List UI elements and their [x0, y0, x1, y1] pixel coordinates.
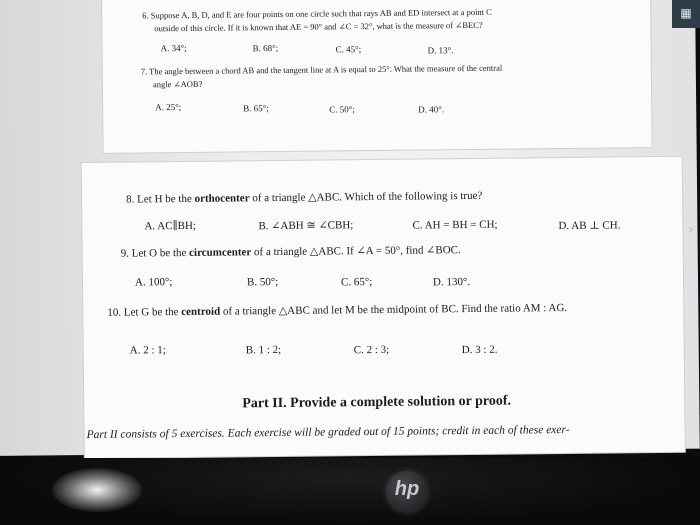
grid-icon: ▦ [672, 0, 700, 28]
q7-line2: angle ∠AOB? [152, 78, 203, 90]
q9-term: circumcenter [189, 246, 252, 259]
q10-text-pre: 10. Let G be the [107, 306, 182, 319]
q10-option-d: D. 3 : 2. [461, 343, 498, 357]
q7-option-a: A. 25°; [155, 102, 182, 113]
q8-option-b: B. ∠ABH ≅ ∠CBH; [258, 219, 354, 233]
q10-question [107, 301, 567, 319]
q9-text-pre: 9. Let O be the [120, 246, 190, 260]
q6-line1: 6. Suppose A, B, D, and E are four points on one circle such that rays AB and ED intersect at a point C [142, 6, 492, 21]
q10-option-b: B. 1 : 2; [245, 343, 282, 357]
q9-option-d: D. 130°. [432, 275, 471, 289]
q7-line1: 7. The angle between a chord AB and the tangent line at A is equal to 25°. What the measure of the central [140, 62, 503, 77]
q8-term: orthocenter [194, 192, 250, 205]
q10-term: centroid [181, 305, 221, 319]
hp-logo [386, 471, 428, 513]
q8-question [126, 189, 482, 206]
hp-logo-text: hp [394, 478, 420, 500]
q8-option-d: D. AB ⊥ CH. [558, 219, 621, 233]
q7-option-b: B. 65°; [243, 103, 269, 114]
exam-page-main [82, 157, 685, 458]
q7-option-d: D. 40°. [418, 104, 445, 115]
q8-text-pre: 8. Let H be the [126, 192, 195, 206]
q8-text-post: of a triangle △ABC. Which of the following is true? [249, 189, 483, 205]
q8-option-a: A. AC∥BH; [144, 219, 197, 233]
q6-option-b: B. 68°; [252, 42, 279, 54]
q6-line2: outside of this circle. If it is known that AE = 90° and ∠C = 32°, what is the measure of ∠BEC? [154, 19, 483, 34]
q9-option-a: A. 100°; [134, 276, 173, 289]
q9-option-b: B. 50°; [246, 275, 279, 289]
q6-option-a: A. 34°; [160, 42, 187, 54]
q9-option-c: C. 65°; [340, 276, 373, 289]
q6-option-c: C. 45°; [335, 44, 362, 55]
q10-text-post: of a triangle △ABC and let M be the midpoint of BC. Find the ratio AM : AG. [220, 301, 568, 318]
q10-option-a: A. 2 : 1; [129, 344, 166, 357]
chevron-right-icon: › [688, 222, 694, 238]
part-ii-description: Part II consists of 5 exercises. Each exercise will be graded out of 15 points; credit in each of these exer- [86, 423, 570, 442]
q10-option-c: C. 2 : 3; [353, 343, 390, 357]
light-glare [52, 468, 142, 512]
q7-option-c: C. 50°; [329, 104, 355, 115]
q9-question [121, 243, 461, 260]
q6-option-d: D. 13°. [427, 45, 454, 56]
part-ii-heading: Part II. Provide a complete solution or proof. [242, 393, 512, 412]
exam-page-top [102, 0, 652, 153]
q9-text-post: of a triangle △ABC. If ∠A = 50°, find ∠BOC. [251, 244, 461, 259]
q8-option-c: C. AH = BH = CH; [412, 218, 498, 232]
